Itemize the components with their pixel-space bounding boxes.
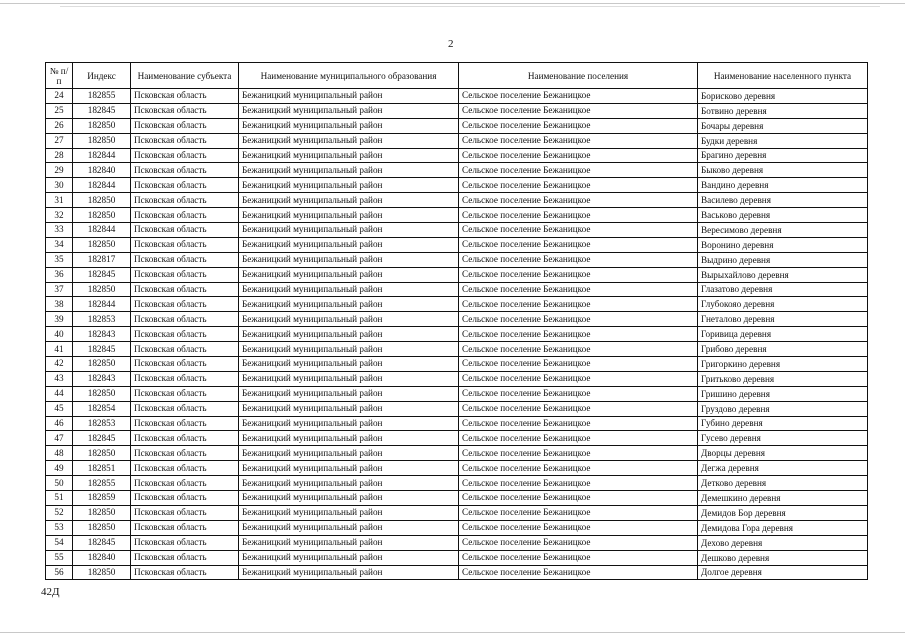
cell-municipality: Бежаницкий муниципальный район — [239, 342, 459, 357]
cell-num: 29 — [46, 163, 73, 178]
cell-municipality: Бежаницкий муниципальный район — [239, 386, 459, 401]
table-row — [46, 535, 868, 550]
cell-region: Псковская область — [131, 237, 239, 252]
cell-municipality: Бежаницкий муниципальный район — [239, 103, 459, 118]
scan-edge-top — [0, 3, 905, 4]
scan-edge-top-secondary — [60, 6, 880, 7]
cell-region: Псковская область — [131, 193, 239, 208]
cell-index: 182850 — [73, 133, 131, 148]
cell-index: 182850 — [73, 505, 131, 520]
cell-num: 42 — [46, 357, 73, 372]
cell-region: Псковская область — [131, 491, 239, 506]
cell-place: Демешкино деревня — [698, 491, 868, 506]
cell-index: 182845 — [73, 342, 131, 357]
cell-place: Глубокояо деревня — [698, 297, 868, 312]
cell-region: Псковская область — [131, 461, 239, 476]
cell-place: Брагино деревня — [698, 148, 868, 163]
cell-index: 182855 — [73, 476, 131, 491]
cell-region: Псковская область — [131, 550, 239, 565]
table-row — [46, 178, 868, 193]
cell-place: Губино деревня — [698, 416, 868, 431]
scan-edge-bottom — [0, 632, 905, 633]
cell-region: Псковская область — [131, 446, 239, 461]
cell-place: Вырыхайлово деревня — [698, 267, 868, 282]
cell-index: 182844 — [73, 297, 131, 312]
cell-index: 182850 — [73, 282, 131, 297]
cell-settlement: Сельское поселение Бежаницкое — [459, 237, 698, 252]
cell-region: Псковская область — [131, 133, 239, 148]
cell-region: Псковская область — [131, 118, 239, 133]
cell-index: 182840 — [73, 550, 131, 565]
cell-num: 33 — [46, 223, 73, 238]
cell-index: 182845 — [73, 431, 131, 446]
cell-place: Воронино деревня — [698, 237, 868, 252]
table-row — [46, 431, 868, 446]
cell-municipality: Бежаницкий муниципальный район — [239, 312, 459, 327]
cell-place: Дешково деревня — [698, 550, 868, 565]
cell-municipality: Бежаницкий муниципальный район — [239, 476, 459, 491]
cell-place: Груздово деревня — [698, 401, 868, 416]
cell-municipality: Бежаницкий муниципальный район — [239, 223, 459, 238]
cell-settlement: Сельское поселение Бежаницкое — [459, 371, 698, 386]
cell-settlement: Сельское поселение Бежаницкое — [459, 267, 698, 282]
cell-index: 182851 — [73, 461, 131, 476]
cell-place: Детково деревня — [698, 476, 868, 491]
cell-municipality: Бежаницкий муниципальный район — [239, 178, 459, 193]
cell-place: Дворцы деревня — [698, 446, 868, 461]
cell-settlement: Сельское поселение Бежаницкое — [459, 223, 698, 238]
cell-settlement: Сельское поселение Бежаницкое — [459, 431, 698, 446]
footer-code: 42Д — [41, 586, 60, 598]
cell-num: 38 — [46, 297, 73, 312]
table-row — [46, 520, 868, 535]
cell-municipality: Бежаницкий муниципальный район — [239, 505, 459, 520]
cell-municipality: Бежаницкий муниципальный район — [239, 550, 459, 565]
cell-region: Псковская область — [131, 89, 239, 104]
cell-index: 182840 — [73, 163, 131, 178]
cell-settlement: Сельское поселение Бежаницкое — [459, 327, 698, 342]
cell-index: 182850 — [73, 208, 131, 223]
cell-num: 30 — [46, 178, 73, 193]
cell-num: 53 — [46, 520, 73, 535]
cell-region: Псковская область — [131, 371, 239, 386]
cell-municipality: Бежаницкий муниципальный район — [239, 282, 459, 297]
table-row — [46, 267, 868, 282]
cell-num: 25 — [46, 103, 73, 118]
header-place: Наименование населенного пункта — [698, 63, 868, 89]
cell-settlement: Сельское поселение Бежаницкое — [459, 297, 698, 312]
cell-municipality: Бежаницкий муниципальный район — [239, 89, 459, 104]
cell-region: Псковская область — [131, 312, 239, 327]
cell-place: Борисково деревня — [698, 89, 868, 104]
cell-index: 182845 — [73, 103, 131, 118]
cell-region: Псковская область — [131, 282, 239, 297]
cell-num: 27 — [46, 133, 73, 148]
cell-place: Будки деревня — [698, 133, 868, 148]
cell-index: 182859 — [73, 491, 131, 506]
table-row — [46, 193, 868, 208]
cell-settlement: Сельское поселение Бежаницкое — [459, 535, 698, 550]
cell-municipality: Бежаницкий муниципальный район — [239, 520, 459, 535]
cell-index: 182850 — [73, 193, 131, 208]
cell-region: Псковская область — [131, 163, 239, 178]
cell-settlement: Сельское поселение Бежаницкое — [459, 401, 698, 416]
header-region: Наименование субъекта — [131, 63, 239, 89]
cell-place: Долгое деревня — [698, 565, 868, 580]
table-row — [46, 133, 868, 148]
cell-index: 182850 — [73, 357, 131, 372]
cell-place: Вересимово деревня — [698, 223, 868, 238]
cell-index: 182853 — [73, 416, 131, 431]
cell-municipality: Бежаницкий муниципальный район — [239, 118, 459, 133]
cell-place: Гришино деревня — [698, 386, 868, 401]
cell-municipality: Бежаницкий муниципальный район — [239, 237, 459, 252]
cell-num: 40 — [46, 327, 73, 342]
cell-region: Псковская область — [131, 327, 239, 342]
cell-municipality: Бежаницкий муниципальный район — [239, 267, 459, 282]
cell-settlement: Сельское поселение Бежаницкое — [459, 252, 698, 267]
cell-index: 182845 — [73, 535, 131, 550]
cell-region: Псковская область — [131, 103, 239, 118]
cell-num: 51 — [46, 491, 73, 506]
cell-num: 55 — [46, 550, 73, 565]
cell-region: Псковская область — [131, 267, 239, 282]
cell-settlement: Сельское поселение Бежаницкое — [459, 520, 698, 535]
cell-num: 36 — [46, 267, 73, 282]
cell-region: Псковская область — [131, 520, 239, 535]
cell-place: Васьково деревня — [698, 208, 868, 223]
table-row — [46, 491, 868, 506]
cell-region: Псковская область — [131, 386, 239, 401]
cell-region: Псковская область — [131, 342, 239, 357]
table-row — [46, 208, 868, 223]
cell-num: 32 — [46, 208, 73, 223]
cell-municipality: Бежаницкий муниципальный район — [239, 208, 459, 223]
cell-place: Выдрино деревня — [698, 252, 868, 267]
cell-num: 26 — [46, 118, 73, 133]
cell-num: 52 — [46, 505, 73, 520]
cell-settlement: Сельское поселение Бежаницкое — [459, 505, 698, 520]
cell-municipality: Бежаницкий муниципальный район — [239, 327, 459, 342]
table-header-row — [46, 63, 868, 89]
cell-index: 182854 — [73, 401, 131, 416]
cell-region: Псковская область — [131, 401, 239, 416]
cell-settlement: Сельское поселение Бежаницкое — [459, 446, 698, 461]
cell-settlement: Сельское поселение Бежаницкое — [459, 282, 698, 297]
cell-municipality: Бежаницкий муниципальный район — [239, 535, 459, 550]
table-row — [46, 148, 868, 163]
cell-settlement: Сельское поселение Бежаницкое — [459, 89, 698, 104]
cell-num: 45 — [46, 401, 73, 416]
cell-municipality: Бежаницкий муниципальный район — [239, 193, 459, 208]
cell-settlement: Сельское поселение Бежаницкое — [459, 103, 698, 118]
cell-num: 47 — [46, 431, 73, 446]
cell-settlement: Сельское поселение Бежаницкое — [459, 193, 698, 208]
table-row — [46, 312, 868, 327]
table-row — [46, 550, 868, 565]
cell-num: 35 — [46, 252, 73, 267]
table-row — [46, 237, 868, 252]
cell-settlement: Сельское поселение Бежаницкое — [459, 461, 698, 476]
cell-num: 46 — [46, 416, 73, 431]
table-row — [46, 103, 868, 118]
cell-num: 41 — [46, 342, 73, 357]
cell-settlement: Сельское поселение Бежаницкое — [459, 208, 698, 223]
cell-place: Григоркино деревня — [698, 357, 868, 372]
table-row — [46, 505, 868, 520]
cell-region: Псковская область — [131, 565, 239, 580]
cell-region: Псковская область — [131, 252, 239, 267]
cell-index: 182850 — [73, 565, 131, 580]
cell-place: Грибово деревня — [698, 342, 868, 357]
cell-region: Псковская область — [131, 178, 239, 193]
cell-settlement: Сельское поселение Бежаницкое — [459, 178, 698, 193]
cell-settlement: Сельское поселение Бежаницкое — [459, 163, 698, 178]
cell-municipality: Бежаницкий муниципальный район — [239, 297, 459, 312]
cell-settlement: Сельское поселение Бежаницкое — [459, 565, 698, 580]
cell-region: Псковская область — [131, 416, 239, 431]
table-row — [46, 476, 868, 491]
table-row — [46, 342, 868, 357]
cell-municipality: Бежаницкий муниципальный район — [239, 357, 459, 372]
cell-index: 182855 — [73, 89, 131, 104]
cell-region: Псковская область — [131, 297, 239, 312]
cell-index: 182853 — [73, 312, 131, 327]
cell-place: Демидова Гора деревня — [698, 520, 868, 535]
cell-num: 31 — [46, 193, 73, 208]
cell-municipality: Бежаницкий муниципальный район — [239, 163, 459, 178]
cell-place: Ботвино деревня — [698, 103, 868, 118]
table-row — [46, 357, 868, 372]
table-row — [46, 89, 868, 104]
table-row — [46, 163, 868, 178]
table-row — [46, 223, 868, 238]
cell-index: 182844 — [73, 223, 131, 238]
cell-place: Василево деревня — [698, 193, 868, 208]
header-municipality: Наименование муниципального образования — [239, 63, 459, 89]
cell-index: 182817 — [73, 252, 131, 267]
cell-num: 54 — [46, 535, 73, 550]
table-row — [46, 446, 868, 461]
cell-place: Гусево деревня — [698, 431, 868, 446]
table-row — [46, 371, 868, 386]
cell-index: 182844 — [73, 178, 131, 193]
cell-num: 24 — [46, 89, 73, 104]
cell-settlement: Сельское поселение Бежаницкое — [459, 342, 698, 357]
cell-index: 182844 — [73, 148, 131, 163]
table-row — [46, 297, 868, 312]
header-num: № п/п — [46, 63, 73, 89]
cell-num: 43 — [46, 371, 73, 386]
table-row — [46, 252, 868, 267]
settlements-table — [45, 62, 868, 580]
page-number: 2 — [448, 38, 454, 50]
cell-municipality: Бежаницкий муниципальный район — [239, 148, 459, 163]
cell-num: 44 — [46, 386, 73, 401]
cell-municipality: Бежаницкий муниципальный район — [239, 416, 459, 431]
table-row — [46, 386, 868, 401]
cell-index: 182850 — [73, 446, 131, 461]
cell-region: Псковская область — [131, 357, 239, 372]
cell-place: Бочары деревня — [698, 118, 868, 133]
cell-municipality: Бежаницкий муниципальный район — [239, 431, 459, 446]
cell-settlement: Сельское поселение Бежаницкое — [459, 386, 698, 401]
cell-region: Псковская область — [131, 505, 239, 520]
cell-region: Псковская область — [131, 535, 239, 550]
cell-num: 56 — [46, 565, 73, 580]
cell-place: Вандино деревня — [698, 178, 868, 193]
cell-num: 49 — [46, 461, 73, 476]
table-body — [46, 89, 868, 580]
cell-index: 182850 — [73, 386, 131, 401]
cell-municipality: Бежаницкий муниципальный район — [239, 133, 459, 148]
cell-municipality: Бежаницкий муниципальный район — [239, 401, 459, 416]
cell-index: 182843 — [73, 327, 131, 342]
cell-settlement: Сельское поселение Бежаницкое — [459, 550, 698, 565]
cell-index: 182850 — [73, 520, 131, 535]
cell-settlement: Сельское поселение Бежаницкое — [459, 118, 698, 133]
cell-num: 28 — [46, 148, 73, 163]
header-index: Индекс — [73, 63, 131, 89]
cell-settlement: Сельское поселение Бежаницкое — [459, 416, 698, 431]
cell-municipality: Бежаницкий муниципальный район — [239, 461, 459, 476]
table-row — [46, 327, 868, 342]
cell-place: Гритьково деревня — [698, 371, 868, 386]
cell-place: Глазатово деревня — [698, 282, 868, 297]
cell-region: Псковская область — [131, 476, 239, 491]
cell-settlement: Сельское поселение Бежаницкое — [459, 476, 698, 491]
cell-index: 182850 — [73, 237, 131, 252]
cell-settlement: Сельское поселение Бежаницкое — [459, 133, 698, 148]
cell-num: 39 — [46, 312, 73, 327]
cell-num: 34 — [46, 237, 73, 252]
cell-num: 37 — [46, 282, 73, 297]
cell-municipality: Бежаницкий муниципальный район — [239, 252, 459, 267]
cell-place: Дегжа деревня — [698, 461, 868, 476]
cell-num: 48 — [46, 446, 73, 461]
cell-place: Гнеталово деревня — [698, 312, 868, 327]
cell-region: Псковская область — [131, 148, 239, 163]
table-row — [46, 461, 868, 476]
cell-place: Демидов Бор деревня — [698, 505, 868, 520]
table-row — [46, 416, 868, 431]
table-row — [46, 401, 868, 416]
cell-municipality: Бежаницкий муниципальный район — [239, 491, 459, 506]
cell-num: 50 — [46, 476, 73, 491]
table-row — [46, 565, 868, 580]
cell-settlement: Сельское поселение Бежаницкое — [459, 357, 698, 372]
cell-municipality: Бежаницкий муниципальный район — [239, 371, 459, 386]
cell-index: 182843 — [73, 371, 131, 386]
cell-region: Псковская область — [131, 208, 239, 223]
cell-municipality: Бежаницкий муниципальный район — [239, 446, 459, 461]
cell-index: 182850 — [73, 118, 131, 133]
cell-index: 182845 — [73, 267, 131, 282]
table-row — [46, 282, 868, 297]
cell-region: Псковская область — [131, 431, 239, 446]
cell-place: Дехово деревня — [698, 535, 868, 550]
header-settlement: Наименование поселения — [459, 63, 698, 89]
cell-region: Псковская область — [131, 223, 239, 238]
cell-municipality: Бежаницкий муниципальный район — [239, 565, 459, 580]
cell-place: Горивица деревня — [698, 327, 868, 342]
cell-settlement: Сельское поселение Бежаницкое — [459, 491, 698, 506]
cell-settlement: Сельское поселение Бежаницкое — [459, 148, 698, 163]
cell-settlement: Сельское поселение Бежаницкое — [459, 312, 698, 327]
cell-place: Быково деревня — [698, 163, 868, 178]
table-row — [46, 118, 868, 133]
